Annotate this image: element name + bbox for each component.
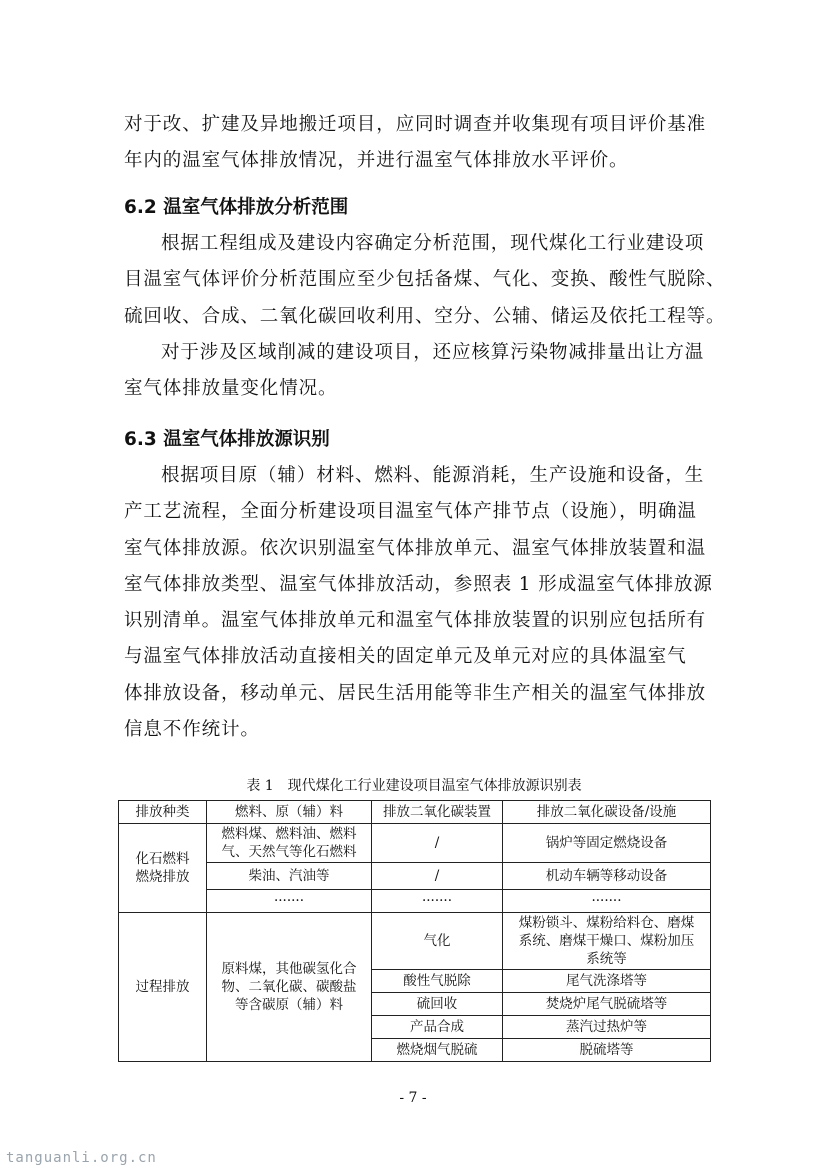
text-line: 室气体排放类型、温室气体排放活动，参照表 1 形成温室气体排放源 <box>124 573 713 595</box>
cell-line: 等含碳原（辅）料 <box>235 997 343 1013</box>
category-process-emission: 过程排放 <box>119 913 207 1062</box>
cell-line: 系统等 <box>586 951 627 967</box>
equipment-cell: 蒸汽过热炉等 <box>503 1016 711 1039</box>
table-row <box>119 890 711 913</box>
text-line: 体排放设备，移动单元、居民生活用能等非生产相关的温室气体排放 <box>124 682 707 704</box>
page-number: - 7 - <box>399 1090 427 1106</box>
text-line: 室气体排放量变化情况。 <box>124 378 338 400</box>
reduction-paragraph <box>124 335 704 408</box>
cell-line: 煤粉锁斗、煤粉给料仓、磨煤 <box>518 915 695 931</box>
device-cell: 硫回收 <box>372 993 503 1016</box>
device-cell: 酸性气脱除 <box>372 970 503 993</box>
text-line: 产工艺流程，全面分析建设项目温室气体产排节点（设施），明确温 <box>124 501 697 523</box>
header-device: 排放二氧化碳装置 <box>372 801 503 824</box>
device-cell: / <box>372 863 503 890</box>
emission-source-table <box>118 800 711 1062</box>
intro-paragraph <box>124 107 707 180</box>
material-cell <box>207 913 372 1062</box>
equipment-cell: 机动车辆等移动设备 <box>503 863 711 890</box>
text-line: 对于涉及区域削减的建设项目，还应核算污染物减排量出让方温 <box>161 342 705 363</box>
device-cell: 燃烧烟气脱硫 <box>372 1039 503 1062</box>
cell-line: 物、二氧化碳、碳酸盐 <box>221 979 357 995</box>
text-line: 与温室气体排放活动直接相关的固定单元及单元对应的具体温室气 <box>124 646 687 668</box>
device-cell: / <box>372 824 503 863</box>
table-caption: 表 1 现代煤化工行业建设项目温室气体排放源识别表 <box>246 778 582 794</box>
header-equipment: 排放二氧化碳设备/设施 <box>503 801 711 824</box>
material-cell <box>207 824 372 863</box>
category-fuel-combustion <box>119 824 207 913</box>
section-heading-6-2: 6.2 温室气体排放分析范围 <box>124 197 349 218</box>
text-line: 根据工程组成及建设内容确定分析范围，现代煤化工行业建设项 <box>161 233 705 254</box>
device-cell: 气化 <box>372 913 503 970</box>
text-line: 根据项目原（辅）材料、燃料、能源消耗，生产设施和设备，生 <box>161 465 705 486</box>
cell-line: 系统、磨煤干燥口、煤粉加压 <box>518 933 695 949</box>
equipment-cell: 焚烧炉尾气脱硫塔等 <box>503 993 711 1016</box>
device-cell: 产品合成 <box>372 1016 503 1039</box>
equipment-cell <box>503 913 711 970</box>
text-line: 室气体排放源。依次识别温室气体排放单元、温室气体排放装置和温 <box>124 537 707 559</box>
header-emission-type: 排放种类 <box>119 801 207 824</box>
text-line: 信息不作统计。 <box>124 719 260 741</box>
site-watermark: tanguanli.org.cn <box>6 1150 157 1166</box>
material-cell: 柴油、汽油等 <box>207 863 372 890</box>
scope-paragraph <box>124 226 726 335</box>
table-row <box>119 913 711 970</box>
equipment-cell: 尾气洗涤塔等 <box>503 970 711 993</box>
equipment-cell: ······· <box>503 890 711 913</box>
equipment-cell: 锅炉等固定燃烧设备 <box>503 824 711 863</box>
equipment-cell: 脱硫塔等 <box>503 1039 711 1062</box>
text-line: 对于改、扩建及异地搬迁项目，应同时调查并收集现有项目评价基准 <box>124 114 707 135</box>
cell-line: 燃料煤、燃料油、燃料 <box>221 826 357 842</box>
cell-line: 化石燃料 <box>135 851 190 867</box>
identification-paragraph <box>124 458 713 748</box>
table-row <box>119 863 711 890</box>
device-cell: ······· <box>372 890 503 913</box>
text-line: 识别清单。温室气体排放单元和温室气体排放装置的识别应包括所有 <box>124 610 707 632</box>
section-heading-6-3: 6.3 温室气体排放源识别 <box>124 429 330 450</box>
text-line: 硫回收、合成、二氧化碳回收利用、空分、公辅、储运及依托工程等。 <box>124 305 726 327</box>
header-material: 燃料、原（辅）料 <box>207 801 372 824</box>
table-row <box>119 824 711 863</box>
material-cell: ······· <box>207 890 372 913</box>
cell-line: 原料煤，其他碳氢化合 <box>221 961 357 977</box>
cell-line: 气、天然气等化石燃料 <box>221 844 357 860</box>
text-line: 目温室气体评价分析范围应至少包括备煤、气化、变换、酸性气脱除、 <box>124 269 726 291</box>
text-line: 年内的温室气体排放情况，并进行温室气体排放水平评价。 <box>124 150 629 172</box>
cell-line: 燃烧排放 <box>135 869 190 885</box>
table-header-row <box>119 801 711 824</box>
